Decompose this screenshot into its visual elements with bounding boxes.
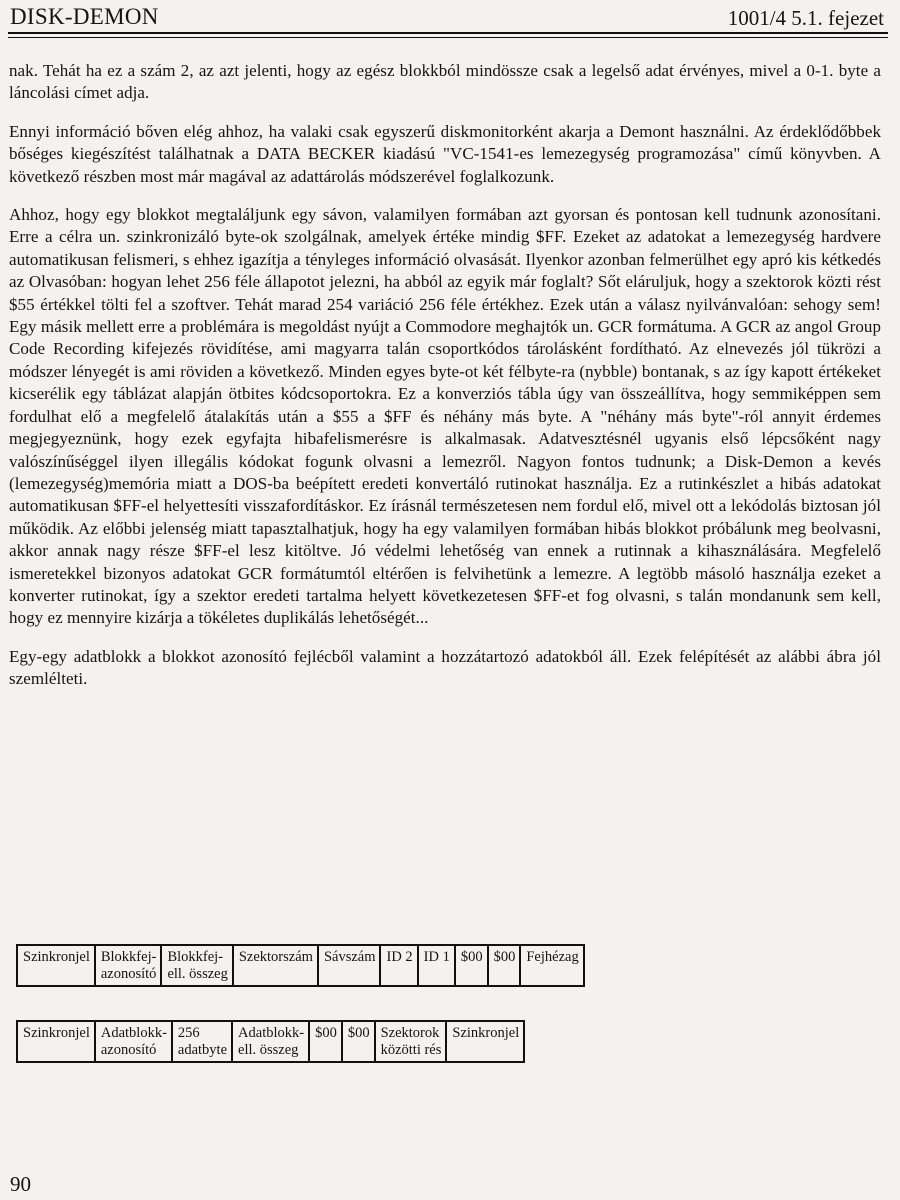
paragraph: Ahhoz, hogy egy blokkot megtaláljunk egy sávon, valamilyen formában azt gyorsan és pontosan kell tudnunk azonosítani. Erre a célra un. szinkronizáló byte-ok szolgálnak, amelyek értéke mindig $FF. Ezeket az adatokat a lemezegység hardvere automatikusan felismeri, s ehhez igazítja a tényleges információ olvasását. Ilyenkor azonban felmerülhet egy apró kis kétkedés az Olvasóban: hogyan lehet 256 féle állapotot jelezni, ha abból az egyik már foglalt? Sőt eláruljuk, hogy a szektorok közti rést $55 értékkel tölti fel a szoftver. Tehát marad 254 variáció 256 féle értékhez. Ezek után a válasz nyilvánvalóan: sehogy sem! Egy másik mellett erre a problémára is megoldást nyújt a Commodore meghajtók un. GCR formátuma. A GCR az angol Group Code Recording kifejezés rövidítése, ami magyarra talán csoportkódos tárolásként fordítható. Az elnevezés jól tükrözi a módszer lényegét is ami röviden a következő. Minden egyes byte-ot két félbyte-ra (nybble) bontanak, s az így kapott értékeket kicserélik egy táblázat alapján ötbites kódcsoportokra. Ez a konverziós tábla úgy van összeállítva, hogy semmiképpen sem fordulhat elő a megfelelő átalakítás után a $55 a $FF és néhány más byte. A "néhány más byte"-ról annyit érdemes megjegyeznünk, hogy ezek egyfajta hibafelismerésre is alkalmasak. Adatvesztésnél ugyanis első lépcsőként nagy valószínűséggel ilyen illegális kódokat fogunk olvasni a lemezről. Nagyon fontos tudnunk; a Disk-Demon a kevés (lemezegység)memória miatt a DOS-ba beépített eredeti konvertáló rutinokat használja. Ez a rutinkészlet a hibás adatokat automatikusan $FF-el helyettesíti visszafordításkor. Ez írásnál természetesen nem fordul elő, mivel ott a lekódolás biztosan jól működik. Az előbbi jelenség miatt tapasztalhatjuk, hogy ha egy valamilyen formában hibás blokkot próbálunk meg beolvasni, akkor annak nagy része $FF-el lesz kitöltve. Jó védelmi lehetőség van ennek a rutinnak a kihasználására. Megfelelő ismeretekkel bizonyos adatokat GCR formátumtól eltérően is felvihetünk a lemezre. A legtöbb másoló használja ezeket a konverter rutinokat, így a szektor eredeti tartalma helyett következetesen $FF-et fog olvasni, s talán mondanunk sem kell, hogy ez mennyire kizárja a tökéletes duplikálás lehetőségét...	[9, 205, 881, 628]
diagram-row	[17, 1021, 524, 1062]
diagram-cell: Adatblokk- ell. összeg	[232, 1021, 309, 1062]
diagram-cell: ID 1	[418, 945, 455, 986]
diagram-cell: Szinkronjel	[17, 945, 95, 986]
diagram-cell: Szektorszám	[233, 945, 318, 986]
diagram-cell: $00	[309, 1021, 342, 1062]
diagram-cell: Fejhézag	[520, 945, 583, 986]
diagram-row	[17, 945, 584, 986]
diagram-cell: Blokkfej- azonosító	[95, 945, 162, 986]
paragraph: nak. Tehát ha ez a szám 2, az azt jelenti, hogy az egész blokkból mindössze csak a legelső adat érvényes, mivel a 0-1. byte a láncolási címet adja.	[9, 61, 881, 103]
diagram-cell: Adatblokk- azonosító	[95, 1021, 172, 1062]
diagram-cell: Szinkronjel	[446, 1021, 524, 1062]
running-head-title: DISK-DEMON	[10, 4, 159, 29]
body-text	[9, 60, 881, 707]
diagram-cell: $00	[455, 945, 488, 986]
page-number: 90	[10, 1172, 31, 1196]
diagram-cell: $00	[342, 1021, 375, 1062]
header-block-diagram	[16, 944, 585, 987]
diagram-cell: 256 adatbyte	[172, 1021, 232, 1062]
diagram-cell: Szinkronjel	[17, 1021, 95, 1062]
diagram-cell: Szektorok közötti rés	[375, 1021, 447, 1062]
running-head-chapter: 1001/4 5.1. fejezet	[727, 6, 884, 30]
data-block-diagram	[16, 1020, 525, 1063]
header-rule-thin	[8, 37, 888, 38]
diagram-cell: Sávszám	[318, 945, 381, 986]
diagram-cell: ID 2	[380, 945, 417, 986]
paragraph: Ennyi információ bőven elég ahhoz, ha valaki csak egyszerű diskmonitorként akarja a Demont használni. Az érdeklődőbbek bőséges kiegészítést találhatnak a DATA BECKER kiadású "VC-1541-es lemezegység programozása" című könyvben. A következő részben most már magával az adattárolás módszerével foglalkozunk.	[9, 121, 881, 186]
diagram-cell: $00	[488, 945, 521, 986]
paragraph: Egy-egy adatblokk a blokkot azonosító fejlécből valamint a hozzátartozó adatokból áll. Ezek felépítését az alábbi ábra jól szemlélteti.	[9, 646, 881, 689]
header-rule-thick	[8, 32, 888, 34]
diagram-cell: Blokkfej- ell. összeg	[161, 945, 232, 986]
